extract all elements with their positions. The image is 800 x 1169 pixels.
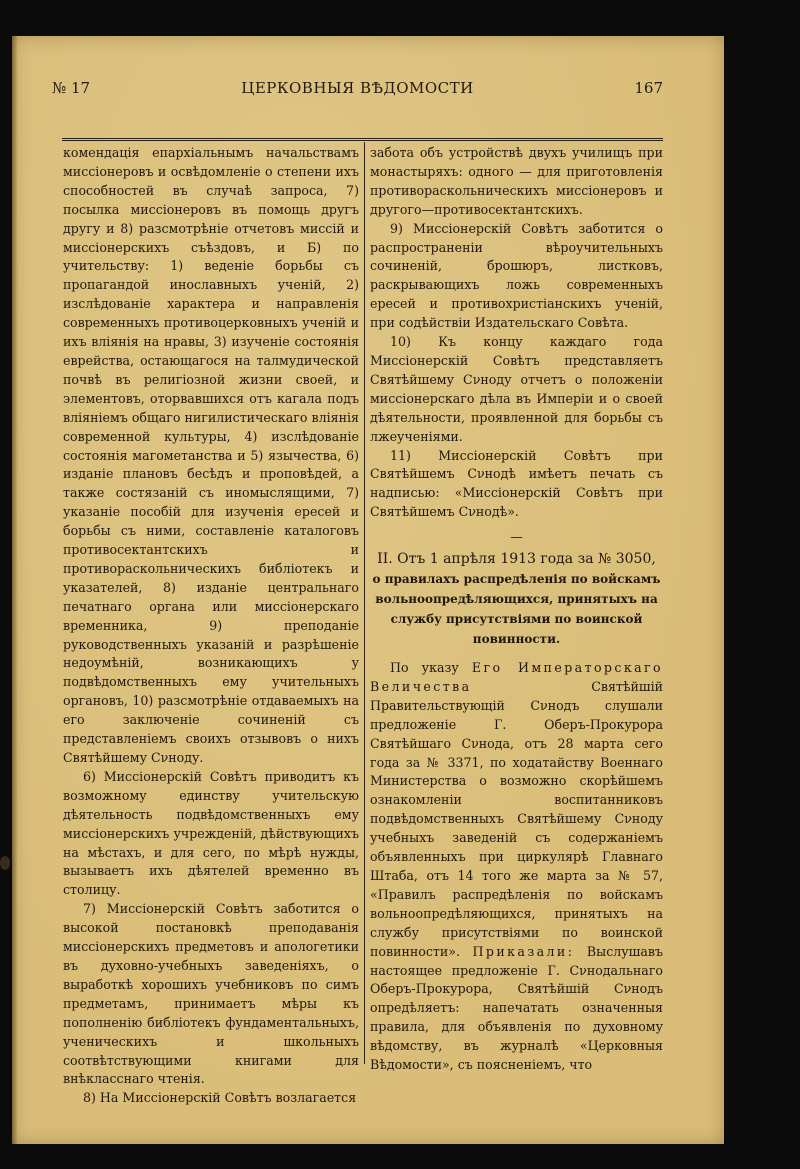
header-rule (62, 138, 663, 141)
section-heading (370, 549, 663, 649)
binding-hole (0, 856, 10, 870)
page-spine-shadow (12, 36, 18, 1144)
page-number: 167 (634, 79, 663, 97)
issue-number: № 17 (52, 79, 91, 97)
right-paragraph-11: 11) Миссіонерскій Совѣтъ при Святѣйшемъ Сνнодѣ имѣетъ печать съ надписью: «Миссіонерскій Совѣтъ при Святѣйшемъ Сνнодѣ». (370, 447, 663, 520)
left-paragraph-8: 8) На Миссіонерскій Совѣтъ возлагается (83, 1090, 357, 1106)
column-divider (364, 142, 365, 1064)
left-paragraph-6: 6) Миссіонерскій Совѣтъ приводитъ къ возможному единству учительскую дѣятельность подвѣдомственныхъ ему миссіонерскихъ учрежденій, дѣйствующихъ на мѣстахъ, и для сего, по мѣрѣ нужды, вызываетъ ихъ дѣятелей временно въ столицу. (63, 768, 359, 898)
section-separator: — (510, 529, 523, 545)
page-header (52, 77, 663, 99)
section-subheading: о правилахъ распредѣленія по войскамъ вольноопредѣляющихся, принятыхъ на службу присутствіями по воинской повинности. (372, 572, 661, 647)
journal-title: ЦЕРКОВНЫЯ ВѢДОМОСТИ (241, 79, 474, 97)
decree-body-1: Святѣйшій Правительствующій Сνнодъ слушали предложеніе Г. Оберъ-Прокурора Святѣйшаго Сνнода, отъ 28 марта сего года за № 3371, по ходатайству Военнаго Министерства о возможно скорѣйшемъ ознакомленіи воспитанниковъ подвѣдомственныхъ Святѣйшему Сνноду учебныхъ заведеній съ содержаніемъ объявленныхъ при циркулярѣ Главнаго Штаба, отъ 14 того же марта за № 57, «Правилъ распредѣленія по войскамъ вольноопредѣляющихся, принятыхъ на службу присутствіями по воинской повинности». (370, 678, 663, 959)
decree-spaced-title: Его Императорскаго Величества (370, 660, 664, 694)
decree-paragraph (370, 659, 663, 1075)
left-paragraph-continuation: комендація епархіальнымъ начальствамъ миссіонеровъ и освѣдомленіе о степени ихъ способностей въ случаѣ запроса, 7) посылка миссіонеровъ въ помощь другъ другу и 8) разсмотрѣніе отчетовъ миссій и миссіонерскихъ съѣздовъ, и Б) по учительству: 1) веденіе борьбы съ пропагандой инославныхъ ученій, 2) изслѣдованіе характера и направленія современныхъ противоцерковныхъ ученій и ихъ вліянія на нравы, 3) изученіе состоянія еврейства, остающагося на талмудической почвѣ въ религіозной жизни своей, и элементовъ, оторвавшихся отъ кагала подъ вліяніемъ общаго нигилистическаго вліянія современной культуры, 4) изслѣдованіе состоянія магометанства и 5) язычества, 6) изданіе плановъ бесѣдъ и проповѣдей, а также состязаній съ иномыслящими, 7) указаніе пособій для изученія ересей и борьбы съ ними, составленіе каталоговъ противосектантскихъ и противораскольническихъ библіотекъ и указателей, 8) изданіе центральнаго печатнаго органа или миссіонерскаго временника, 9) преподаніе руководственныхъ указаній и разрѣшеніе недоумѣній, возникающихъ у подвѣдомственныхъ ему учительныхъ органовъ, 10) разсмотрѣніе отдаваемыхъ на его заключеніе сочиненій съ представленіемъ своихъ отзывовъ о нихъ Святѣйшему Сνноду. (63, 145, 359, 765)
left-paragraph-7: 7) Миссіонерскій Совѣтъ заботится о высокой постановкѣ преподаванія миссіонерскихъ предметовъ и апологетики въ духовно-учебныхъ заведеніяхъ, о выработкѣ хорошихъ учебниковъ по симъ предметамъ, принимаетъ мѣры къ пополненію библіотекъ фундаментальныхъ, ученическихъ и школьныхъ соотвѣтствующими книгами для внѣкласснаго чтенія. (63, 901, 359, 1087)
section-heading-line: II. Отъ 1 апрѣля 1913 года за № 3050, (377, 551, 656, 568)
decree-prikazali: Приказали: (472, 943, 575, 959)
decree-lead: По указу (390, 660, 459, 676)
decree-body-2: Выслушавъ настоящее предложеніе Г. Сνнодальнаго Оберъ-Прокурора, Святѣйшій Сνнодъ опредѣляетъ: напечатать означенныя правила, для объявленія по духовному вѣдомству, въ журналѣ «Церковныя Вѣдомости», съ поясненіемъ, что (370, 943, 663, 1073)
right-paragraph-continuation: забота объ устройствѣ двухъ училищъ при монастыряхъ: одного — для приготовленія противораскольническихъ миссіонеровъ и другого—противосектантскихъ. (370, 145, 663, 217)
left-column (63, 144, 359, 1108)
right-paragraph-10: 10) Къ концу каждаго года Миссіонерскій Совѣтъ представляетъ Святѣйшему Сνноду отчетъ о положеніи миссіонерскаго дѣла въ Имперіи и о своей дѣятельности, проявленной для борьбы съ лжеученіями. (370, 334, 663, 444)
right-paragraph-9: 9) Миссіонерскій Совѣтъ заботится о распространеніи вѣроучительныхъ сочиненій, брошюръ, листковъ, раскрывающихъ ложь современныхъ ересей и противохристіанскихъ ученій, при содѣйствіи Издательскаго Совѣта. (370, 220, 663, 331)
right-column (370, 144, 663, 1075)
